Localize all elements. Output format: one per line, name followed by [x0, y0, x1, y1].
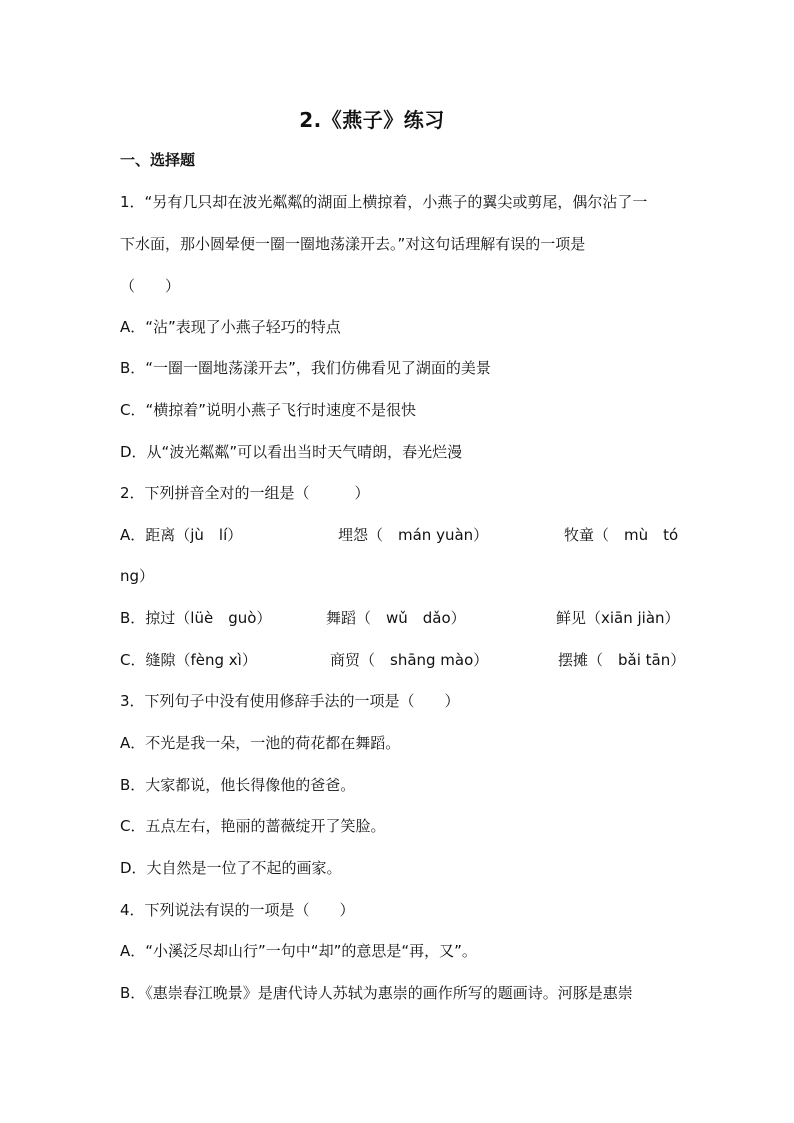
q2-option-a-part3: 牧童（ mù tó — [564, 526, 679, 544]
q2-option-c-part2: 商贸（ shāng mào） — [330, 651, 489, 669]
page-title: 2.《燕子》练习 — [299, 108, 445, 132]
q3-option-a: A．不光是我一朵，一池的荷花都在舞蹈。 — [120, 734, 401, 752]
q3-option-c: C．五点左右，艳丽的蔷薇绽开了笑脸。 — [120, 817, 386, 835]
q1-option-c: C．“横掠着”说明小燕子飞行时速度不是很快 — [120, 401, 417, 419]
q1-option-b: B．“一圈一圈地荡漾开去”，我们仿佛看见了湖面的美景 — [120, 359, 491, 377]
q1-stem-line1: 1．“另有几只却在波光粼粼的湖面上横掠着，小燕子的翼尖或剪尾，偶尔沾了一 — [120, 193, 648, 211]
q3-option-d: D．大自然是一位了不起的画家。 — [120, 859, 342, 877]
q3-stem: 3．下列句子中没有使用修辞手法的一项是（ ） — [120, 692, 460, 710]
q1-stem-line2: 下水面，那小圆晕便一圈一圈地荡漾开去。”对这句话理解有误的一项是 — [120, 235, 586, 253]
q3-option-b: B．大家都说，他长得像他的爸爸。 — [120, 776, 356, 794]
q1-option-d: D．从“波光粼粼”可以看出当时天气晴朗，春光烂漫 — [120, 443, 463, 461]
q1-answer-blank: （ ） — [120, 277, 181, 295]
q2-option-a-part1: A．距离（jù lí） — [120, 526, 243, 544]
section-heading: 一、选择题 — [120, 151, 196, 169]
q2-option-b-part2: 舞蹈（ wǔ dǎo） — [326, 609, 466, 627]
q2-option-c-part3: 摆摊（ bǎi tān） — [558, 651, 686, 669]
q2-option-b-part1: B．掠过（lüè guò） — [120, 609, 272, 627]
q4-option-a: A．“小溪泛尽却山行”一句中“却”的意思是“再，又”。 — [120, 942, 477, 960]
q4-stem: 4．下列说法有误的一项是（ ） — [120, 901, 355, 919]
q2-option-c-part1: C．缝隙（fèng xì） — [120, 651, 257, 669]
q2-option-a-part2: 埋怨（ mán yuàn） — [338, 526, 489, 544]
q4-option-b: B．《惠崇春江晚景》是唐代诗人苏轼为惠崇的画作所写的题画诗。河豚是惠崇 — [120, 984, 633, 1002]
q2-option-b-part3: 鲜见（xiān jiàn） — [556, 609, 680, 627]
q2-stem: 2．下列拼音全对的一组是（ ） — [120, 484, 370, 502]
q1-option-a: A．“沾”表现了小燕子轻巧的特点 — [120, 318, 341, 336]
q2-option-a-part4: ng） — [120, 567, 155, 585]
